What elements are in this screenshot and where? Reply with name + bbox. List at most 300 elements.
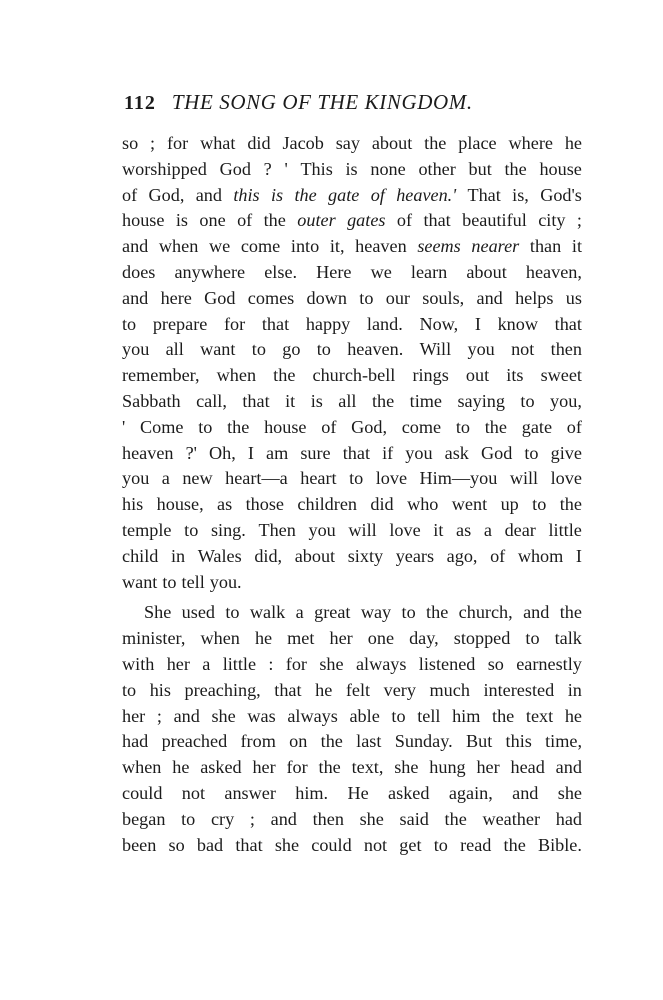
word: to xyxy=(525,628,540,649)
word: interested xyxy=(483,679,555,700)
text-line xyxy=(122,807,582,833)
text-line xyxy=(122,704,582,730)
word: dear xyxy=(504,519,536,540)
text-line xyxy=(122,337,582,363)
word: to xyxy=(520,390,535,411)
word: bad xyxy=(196,834,224,855)
text-line xyxy=(122,570,582,596)
word: he xyxy=(315,679,333,700)
word: but xyxy=(468,158,492,179)
word: again, xyxy=(448,782,493,803)
text-line xyxy=(122,234,582,260)
word: began xyxy=(122,808,166,829)
word: it, xyxy=(329,236,345,257)
word: not xyxy=(511,339,535,360)
word: it xyxy=(285,390,296,411)
word: to xyxy=(122,679,137,700)
word: I xyxy=(575,545,582,566)
word: the xyxy=(263,210,286,231)
word: gate xyxy=(328,184,360,205)
word: for xyxy=(166,133,189,153)
body-text xyxy=(122,131,582,858)
word: God xyxy=(480,442,513,463)
word: ' xyxy=(122,416,126,437)
word: know xyxy=(497,313,538,334)
text-line xyxy=(122,833,582,859)
word: we xyxy=(370,261,392,282)
word: saying xyxy=(457,390,505,411)
word: felt xyxy=(345,679,371,700)
word: house xyxy=(122,210,165,231)
word: does xyxy=(122,261,156,282)
word: all xyxy=(338,390,357,411)
word: his xyxy=(149,679,171,700)
word: was xyxy=(247,705,276,726)
word: beautiful xyxy=(462,210,527,231)
word: is xyxy=(175,210,188,231)
text-line xyxy=(122,678,582,704)
word: heaven xyxy=(355,236,407,257)
word: the xyxy=(273,365,296,386)
word: ? xyxy=(263,158,272,179)
word: you xyxy=(308,519,336,540)
word: then xyxy=(312,808,344,829)
word: you xyxy=(122,339,150,360)
word: house xyxy=(264,416,307,437)
word: is xyxy=(345,158,358,179)
word: she xyxy=(211,705,236,726)
word: sixty xyxy=(347,545,384,566)
word: none xyxy=(370,158,406,179)
word: of xyxy=(490,545,506,566)
word: to xyxy=(401,602,416,623)
word: learn xyxy=(410,261,448,282)
word: a xyxy=(483,519,492,540)
word: that xyxy=(242,390,270,411)
word: he xyxy=(564,705,582,726)
word: land. xyxy=(366,313,403,334)
word: ; xyxy=(576,210,582,231)
word: ask xyxy=(444,442,469,463)
word: one xyxy=(367,628,395,649)
word: of xyxy=(566,416,582,437)
word: went xyxy=(451,494,488,515)
word: talk xyxy=(554,628,582,649)
word: Sabbath xyxy=(122,390,181,411)
word: remember, xyxy=(122,365,200,386)
word: church, xyxy=(458,602,513,623)
word: get xyxy=(399,834,422,855)
word: much xyxy=(429,679,470,700)
word: the xyxy=(504,158,527,179)
word: this xyxy=(505,731,532,752)
word: She xyxy=(144,602,172,623)
word: in xyxy=(567,679,582,700)
word: God, xyxy=(148,184,185,205)
word: she xyxy=(359,808,384,829)
word: when xyxy=(122,757,162,778)
word: here xyxy=(160,287,192,308)
word: as xyxy=(217,494,233,515)
word: to xyxy=(225,602,240,623)
word: our xyxy=(385,287,410,308)
word: to xyxy=(198,416,213,437)
word: and xyxy=(523,602,550,623)
word: it xyxy=(433,519,444,540)
word: one xyxy=(199,210,226,231)
word: she xyxy=(319,653,344,674)
word: and xyxy=(270,808,297,829)
word: ago, xyxy=(446,545,478,566)
word: But xyxy=(465,731,493,752)
text-line xyxy=(122,518,582,544)
word: who xyxy=(407,494,439,515)
word: seems xyxy=(417,236,461,257)
word: ' xyxy=(284,158,288,179)
word: text xyxy=(525,705,554,726)
word: his xyxy=(122,494,144,515)
word: weather xyxy=(482,808,541,829)
word: children xyxy=(297,494,357,515)
word: when xyxy=(158,236,199,257)
word: for xyxy=(285,653,307,674)
word: and xyxy=(122,236,149,257)
word: rings xyxy=(412,365,449,386)
word: sweet xyxy=(540,365,582,386)
word: and xyxy=(195,184,222,205)
word: the xyxy=(424,133,447,153)
word: the xyxy=(294,184,317,205)
word: where xyxy=(508,133,553,153)
word: God's xyxy=(540,184,582,205)
word: that xyxy=(235,834,263,855)
word: you xyxy=(467,339,495,360)
word: met xyxy=(287,628,315,649)
word: Will xyxy=(419,339,452,360)
word: last xyxy=(356,731,382,752)
word: to xyxy=(349,468,364,489)
word: heaven. xyxy=(347,339,404,360)
word: That xyxy=(467,184,501,205)
word: to xyxy=(181,808,196,829)
word: walk xyxy=(249,602,286,623)
word: for xyxy=(286,757,308,778)
text-line xyxy=(122,441,582,467)
word: so xyxy=(168,834,185,855)
text-line xyxy=(122,312,582,338)
word: years xyxy=(395,545,435,566)
text-line xyxy=(122,729,582,755)
word: love xyxy=(550,468,582,489)
word: is xyxy=(270,184,284,205)
word: ?' xyxy=(185,442,197,463)
word: and xyxy=(173,705,200,726)
word: she xyxy=(557,782,582,803)
word: to xyxy=(532,494,547,515)
word: souls, xyxy=(422,287,465,308)
running-title: THE SONG OF THE KINGDOM. xyxy=(171,90,473,114)
word: hung xyxy=(429,757,466,778)
word: us xyxy=(565,287,582,308)
word: than xyxy=(529,236,562,257)
word: then xyxy=(550,339,582,360)
word: with xyxy=(122,653,155,674)
text-line xyxy=(122,131,582,157)
word: He xyxy=(347,782,369,803)
word: want xyxy=(122,571,158,592)
word: child xyxy=(122,545,159,566)
word: comes xyxy=(247,287,295,308)
text-line xyxy=(122,544,582,570)
word: am xyxy=(266,442,289,463)
word: the xyxy=(492,705,515,726)
word: Then xyxy=(258,519,296,540)
word: worshipped xyxy=(122,158,207,179)
word: ; xyxy=(249,808,255,829)
word: new xyxy=(182,468,213,489)
word: a xyxy=(202,653,211,674)
word: other xyxy=(418,158,456,179)
word: to xyxy=(455,416,471,437)
word: outer xyxy=(297,210,336,231)
word: so xyxy=(487,653,504,674)
word: listened xyxy=(418,653,476,674)
word: happy xyxy=(305,313,351,334)
text-line xyxy=(122,466,582,492)
text-line xyxy=(122,781,582,807)
word: it xyxy=(571,236,582,257)
word: sure xyxy=(300,442,331,463)
text-line xyxy=(122,183,582,209)
word: earnestly xyxy=(516,653,582,674)
word: this xyxy=(233,184,260,205)
word: of xyxy=(122,184,138,205)
word: say xyxy=(335,133,360,153)
word: read xyxy=(460,834,492,855)
word: city xyxy=(538,210,566,231)
word: her xyxy=(122,705,146,726)
word: way xyxy=(360,602,392,623)
word: not xyxy=(363,834,388,855)
word: you. xyxy=(209,571,242,592)
word: heaven xyxy=(122,442,174,463)
word: whom xyxy=(517,545,564,566)
word: her xyxy=(476,757,500,778)
word: a xyxy=(161,468,170,489)
word: said xyxy=(399,808,429,829)
word: Now, xyxy=(419,313,459,334)
word: helps xyxy=(515,287,554,308)
word: will xyxy=(348,519,377,540)
word: the xyxy=(318,757,341,778)
word: : xyxy=(268,653,274,674)
word: that xyxy=(554,313,582,334)
word: to xyxy=(391,705,406,726)
word: of xyxy=(321,416,337,437)
word: she xyxy=(274,834,300,855)
word: if xyxy=(382,442,394,463)
word: great xyxy=(314,602,351,623)
word: used xyxy=(181,602,215,623)
word: This xyxy=(300,158,333,179)
word: ; xyxy=(150,133,156,153)
word: is, xyxy=(512,184,529,205)
word: her xyxy=(252,757,276,778)
word: so xyxy=(122,133,139,153)
word: always xyxy=(287,705,338,726)
word: Come xyxy=(140,416,184,437)
word: sing. xyxy=(210,519,246,540)
word: love xyxy=(375,468,408,489)
word: come xyxy=(401,416,442,437)
word: is xyxy=(310,390,323,411)
word: preached xyxy=(161,731,228,752)
word: heaven.' xyxy=(396,184,457,205)
word: for xyxy=(224,313,246,334)
word: else. xyxy=(264,261,298,282)
word: to xyxy=(316,339,331,360)
word: Sunday. xyxy=(394,731,453,752)
word: will xyxy=(509,468,539,489)
word: head xyxy=(510,757,545,778)
word: to xyxy=(359,287,374,308)
word: could xyxy=(311,834,352,855)
word: as xyxy=(456,519,472,540)
word: church-bell xyxy=(312,365,396,386)
word: text, xyxy=(351,757,384,778)
text-line xyxy=(122,157,582,183)
word: able xyxy=(349,705,380,726)
word: come xyxy=(240,236,281,257)
word: I xyxy=(247,442,254,463)
word: you, xyxy=(550,390,582,411)
word: that xyxy=(342,442,370,463)
word: of xyxy=(370,184,385,205)
word: give xyxy=(550,442,582,463)
word: the xyxy=(320,731,343,752)
word: a xyxy=(295,602,304,623)
word: love xyxy=(389,519,421,540)
word: time, xyxy=(545,731,582,752)
word: did xyxy=(370,494,394,515)
word: when xyxy=(216,365,257,386)
word: up xyxy=(500,494,519,515)
word: heart xyxy=(300,468,337,489)
word: had xyxy=(122,731,149,752)
word: to xyxy=(433,834,448,855)
word: temple xyxy=(122,519,172,540)
word: he xyxy=(564,133,582,153)
word: to xyxy=(122,313,137,334)
word: asked xyxy=(388,782,430,803)
word: about xyxy=(294,545,336,566)
text-line xyxy=(122,286,582,312)
word: not xyxy=(181,782,206,803)
word: when xyxy=(200,628,240,649)
word: little xyxy=(222,653,257,674)
word: all xyxy=(165,339,184,360)
word: her xyxy=(329,628,353,649)
text-line xyxy=(122,492,582,518)
word: we xyxy=(208,236,231,257)
word: to xyxy=(524,442,539,463)
word: down xyxy=(306,287,347,308)
word: Wales xyxy=(197,545,242,566)
word: God, xyxy=(351,416,387,437)
word: Here xyxy=(316,261,352,282)
text-line xyxy=(122,208,582,234)
word: been xyxy=(122,834,157,855)
word: heart—a xyxy=(225,468,288,489)
word: prepare xyxy=(152,313,208,334)
word: nearer xyxy=(471,236,520,257)
word: tell xyxy=(417,705,441,726)
word: the xyxy=(371,390,395,411)
word: you xyxy=(122,468,150,489)
word: did, xyxy=(254,545,283,566)
word: and xyxy=(512,782,539,803)
word: could xyxy=(122,782,163,803)
word: to xyxy=(162,571,177,592)
word: I xyxy=(474,313,481,334)
text-line xyxy=(122,626,582,652)
word: the xyxy=(227,416,250,437)
word: the xyxy=(484,416,507,437)
word: little xyxy=(548,519,582,540)
word: very xyxy=(383,679,416,700)
word: heaven, xyxy=(525,261,582,282)
word: God xyxy=(204,287,236,308)
word: he xyxy=(254,628,273,649)
word: about xyxy=(371,133,413,153)
word: on xyxy=(289,731,308,752)
word: her xyxy=(166,653,190,674)
word: cry xyxy=(210,808,235,829)
word: want xyxy=(200,339,236,360)
word: in xyxy=(170,545,186,566)
word: answer xyxy=(224,782,276,803)
word: she xyxy=(394,757,419,778)
word: that xyxy=(274,679,302,700)
word: Jacob xyxy=(282,133,324,153)
word: stopped xyxy=(453,628,511,649)
text-line xyxy=(122,600,582,626)
text-line xyxy=(122,389,582,415)
word: that xyxy=(423,210,451,231)
word: time xyxy=(409,390,442,411)
word: from xyxy=(240,731,276,752)
word: into xyxy=(290,236,320,257)
word: the xyxy=(559,494,582,515)
word: minister, xyxy=(122,628,186,649)
word: to xyxy=(184,519,199,540)
word: place xyxy=(458,133,497,153)
word: him. xyxy=(295,782,329,803)
word: out xyxy=(465,365,490,386)
word: had xyxy=(555,808,582,829)
word: the xyxy=(503,834,526,855)
word: the xyxy=(559,602,582,623)
word: the xyxy=(444,808,467,829)
word: Him—you xyxy=(419,468,498,489)
word: its xyxy=(506,365,524,386)
word: those xyxy=(245,494,284,515)
word: tell xyxy=(181,571,205,592)
word: Oh, xyxy=(209,442,236,463)
word: did xyxy=(247,133,271,153)
word: you xyxy=(405,442,433,463)
word: house, xyxy=(156,494,204,515)
